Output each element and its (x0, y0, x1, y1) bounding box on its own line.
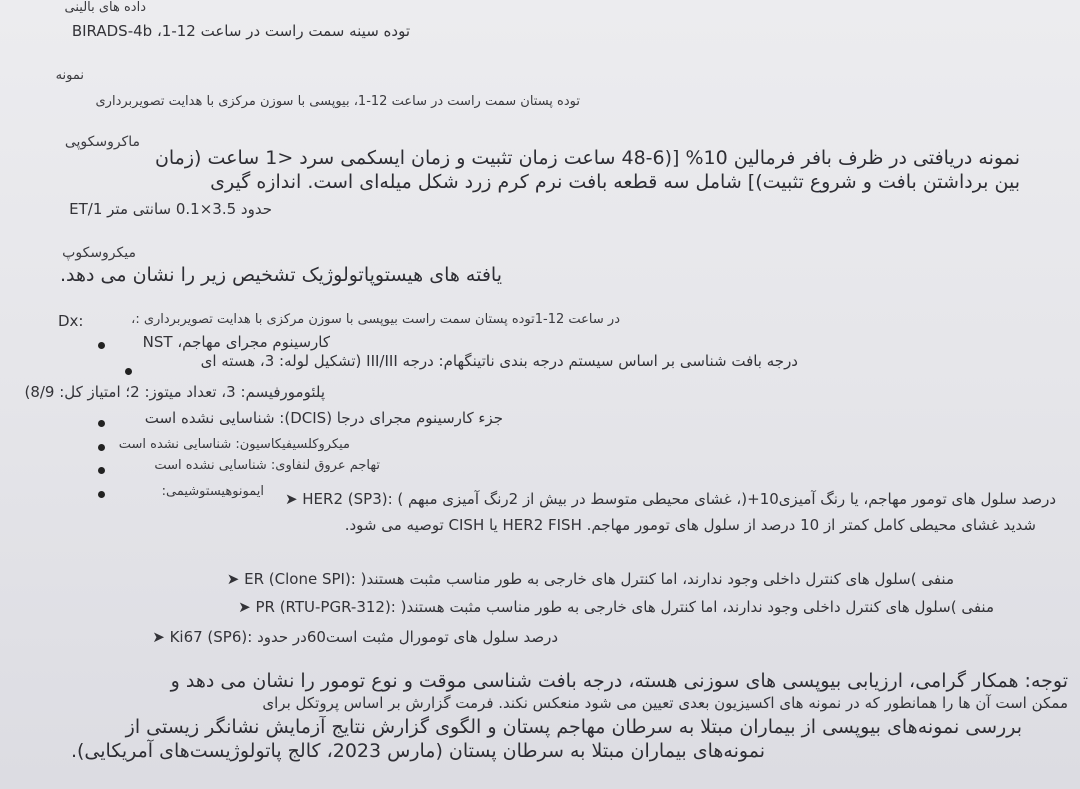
dx-text: در ساعت 12-1توده پستان سمت راست بیوپسی با سوزن مرکزی با هدایت تصویربرداری :، (131, 312, 620, 327)
macro-line-1: نمونه دریافتی در ظرف بافر فرمالین 10% [(6-48 ساعت زمان تثبیت و زمان ایسکمی سرد <1 ساعت (زمان (154, 147, 1020, 169)
ihc-her2-line-2: شدید غشای محیطی کامل کمتر از 10 درصد از سلول های تومور مهاجم. HER2 FISH یا CISH توصیه می شود. (344, 516, 1036, 534)
bullet (98, 467, 105, 474)
ihc-pr: منفی )سلول های کنترل داخلی وجود ندارند، اما کنترل های خارجی به طور مناسب مثبت هستند( :(PR (RTU-PGR-312 ➤ (238, 598, 994, 616)
macro-line-3: حدود 3.5×0.1 سانتی متر ET/1 (69, 200, 272, 218)
ihc-her2-line-1: درصد سلول های تومور مهاجم، یا رنگ آمیزی10+(، غشای محیطی متوسط در بیش از 2رنگ آمیزی مبهم ) :(HER2 (SP3 ➤ (284, 490, 1056, 508)
dx-item-microcalc: میکروکلسیفیکاسیون: شناسایی نشده است (118, 437, 350, 452)
note-line-3: بررسی نمونه‌های بیوپسی از بیماران مبتلا به سرطان مهاجم پستان و الگوی گزارش نتایج آزمایش نشانگر زیستی از (125, 716, 1022, 738)
note-line-1: توجه: همکار گرامی، ارزیابی بیوپسی های سوزنی هسته، درجه بافت شناسی موقت و نوع تومور را نشان می دهد و (170, 670, 1068, 692)
bullet (98, 491, 105, 498)
dx-item-invasive: کارسینوم مجرای مهاجم، NST (142, 333, 330, 351)
dx-item-grade-cont: پلئومورفیسم: 3، تعداد میتوز: 2؛ امتیاز کل: 8/9) (24, 383, 325, 401)
bullet (98, 444, 105, 451)
specimen-heading: نمونه (55, 68, 84, 83)
bullet (125, 368, 132, 375)
micro-text: یافته های هیستوپاتولوژیک تشخیص زیر را نشان می دهد. (60, 264, 502, 286)
micro-heading: میکروسکوپ (62, 245, 136, 261)
dx-item-ihc: ایمونوهیستوشیمی: (161, 484, 264, 499)
macro-heading: ماکروسکوپی (64, 134, 140, 150)
bullet (98, 342, 105, 349)
dx-item-dcis: جزء کارسینوم مجرای درجا (DCIS): شناسایی نشده است (144, 409, 503, 427)
dx-label: Dx: (58, 312, 84, 330)
macro-line-2: بین برداشتن بافت و شروع تثبیت)] شامل سه قطعه بافت نرم کرم زرد شکل میله‌ای است. اندازه گیری (210, 171, 1020, 193)
dx-item-grade: درجه بافت شناسی بر اساس سیستم درجه بندی ناتینگهام: درجه III/III (تشکیل لوله: 3، هسته ای (200, 352, 798, 370)
clinical-text: توده سینه سمت راست در ساعت 12-1، BIRADS-4b (71, 22, 410, 40)
bullet (98, 420, 105, 427)
ihc-ki67: درصد سلول های تومورال مثبت است60در حدود :(Ki67 (SP6 ➤ (152, 628, 558, 646)
note-line-4: نمونه‌های بیماران مبتلا به سرطان پستان (مارس 2023، کالج پاتولوژیست‌های آمریکایی). (70, 740, 765, 762)
dx-item-lvi: تهاجم عروق لنفاوی: شناسایی نشده است (154, 458, 380, 473)
specimen-text: توده پستان سمت راست در ساعت 12-1، بیوپسی با سوزن مرکزی با هدایت تصویربرداری (95, 94, 580, 109)
note-line-2: ممکن است آن ها را همانطور که در نمونه های اکسیزیون بعدی تعیین می شود منعکس نکند. فرمت گزارش بر اساس پروتکل برای (262, 694, 1068, 712)
clinical-heading: داده های بالینی (64, 0, 146, 15)
ihc-er: منفی )سلول های کنترل داخلی وجود ندارند، اما کنترل های خارجی به طور مناسب مثبت هستند( :(ER (Clone SPI ➤ (226, 570, 954, 588)
